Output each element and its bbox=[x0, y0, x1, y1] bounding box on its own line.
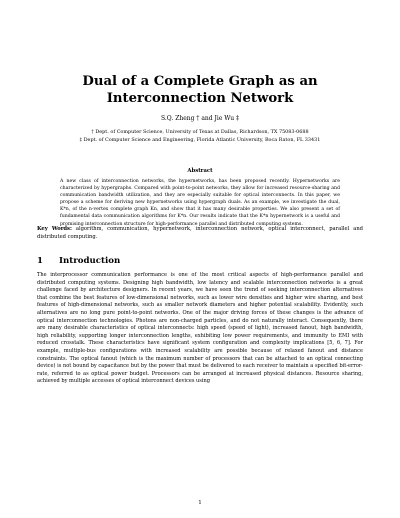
introduction-text: The interprocessor communication performance is one of the most critical aspects of high-performance parallel and distributed computing systems. Designing high bandwidth, low latency and scalable interconnection networks is a great challenge faced by architecture designers. In recent years, we have seen the trend of seeking interconnection alternatives that combine the best features of low-dimensional networks, such as lower wire densities and higher wire sharing, and best features of high-dimensional networks, such as smaller network diameters and higher potential scalability. Evidently, such alternatives are no long pure point-to-point networks. One of the major driving forces of these changes is the advance of optical interconnection technologies. Photons are non-charged particles, and do not naturally interact. Consequently, there are many desirable characteristics of optical interconnects: high speed (speed of light), increased fanout, high bandwidth, high reliability, supporting longer interconnection lengths, exhibiting low power requirements, and immunity to EMI with reduced crosstalk. These characteristics have significant system configuration and complexity implications [5, 6, 7]. For example, multiple-bus configurations with increased scalability are possible because of relaxed fanout and distance constraints. The optical fanout (which is the maximum number of processors that can be attached to an optical connecting device) is not bound by capacitance but by the power that must be delivered to each receiver to maintain a specified bit-error-rate, referred to as optical power budget. Processors can be arranged at increased physical distances. Resource sharing, achieved by multiple accesses of optical interconnect devices using bbox=[37, 272, 363, 385]
page-number: 1 bbox=[198, 500, 202, 506]
abstract-heading: Abstract bbox=[187, 168, 213, 174]
affiliation-1: † Dept. of Computer Science, University of Texas at Dallas, Richardson, TX 75083-0688 bbox=[91, 129, 309, 135]
authors: S.Q. Zheng † and Jie Wu ‡ bbox=[160, 115, 239, 122]
keywords bbox=[37, 226, 363, 241]
paper-title bbox=[60, 73, 340, 107]
title-line-1: Dual of a Complete Graph as an bbox=[82, 74, 318, 89]
affiliation-2: ‡ Dept. of Computer Science and Engineering, Florida Atlantic University, Boca Raton, FL 33431 bbox=[79, 137, 321, 143]
keywords-text: algorithm, communication, hypernetwork, interconnection network, optical interconnect, parallel and distributed computing. bbox=[37, 226, 363, 240]
section-number: 1 bbox=[37, 256, 43, 266]
section-title: Introduction bbox=[59, 256, 121, 266]
section-heading bbox=[37, 256, 363, 266]
keywords-label: Key Words: bbox=[37, 226, 72, 232]
title-line-2: Interconnection Network bbox=[106, 91, 294, 106]
abstract-text: A new class of interconnection networks, the hypernetworks, has been proposed recently. Hypernetworks are characterized by hypergraphs. Compared with point-to-point networks, they allow for increased resource-sharing and communication bandwidth utilization, and they are especially suitable for optical interconnects. In this paper, we propose a scheme for deriving new hypernetworks using hypergraph duals. As an example, we investigate the dual, K*n, of the n-vertex complete graph Kn, and show that it has many desirable properties. We also present a set of fundamental data communication algorithms for K*n. Our results indicate that the K*n hypernetwork is a useful and promising interconnection structure for high-performance parallel and distributed computing systems. bbox=[60, 179, 340, 227]
